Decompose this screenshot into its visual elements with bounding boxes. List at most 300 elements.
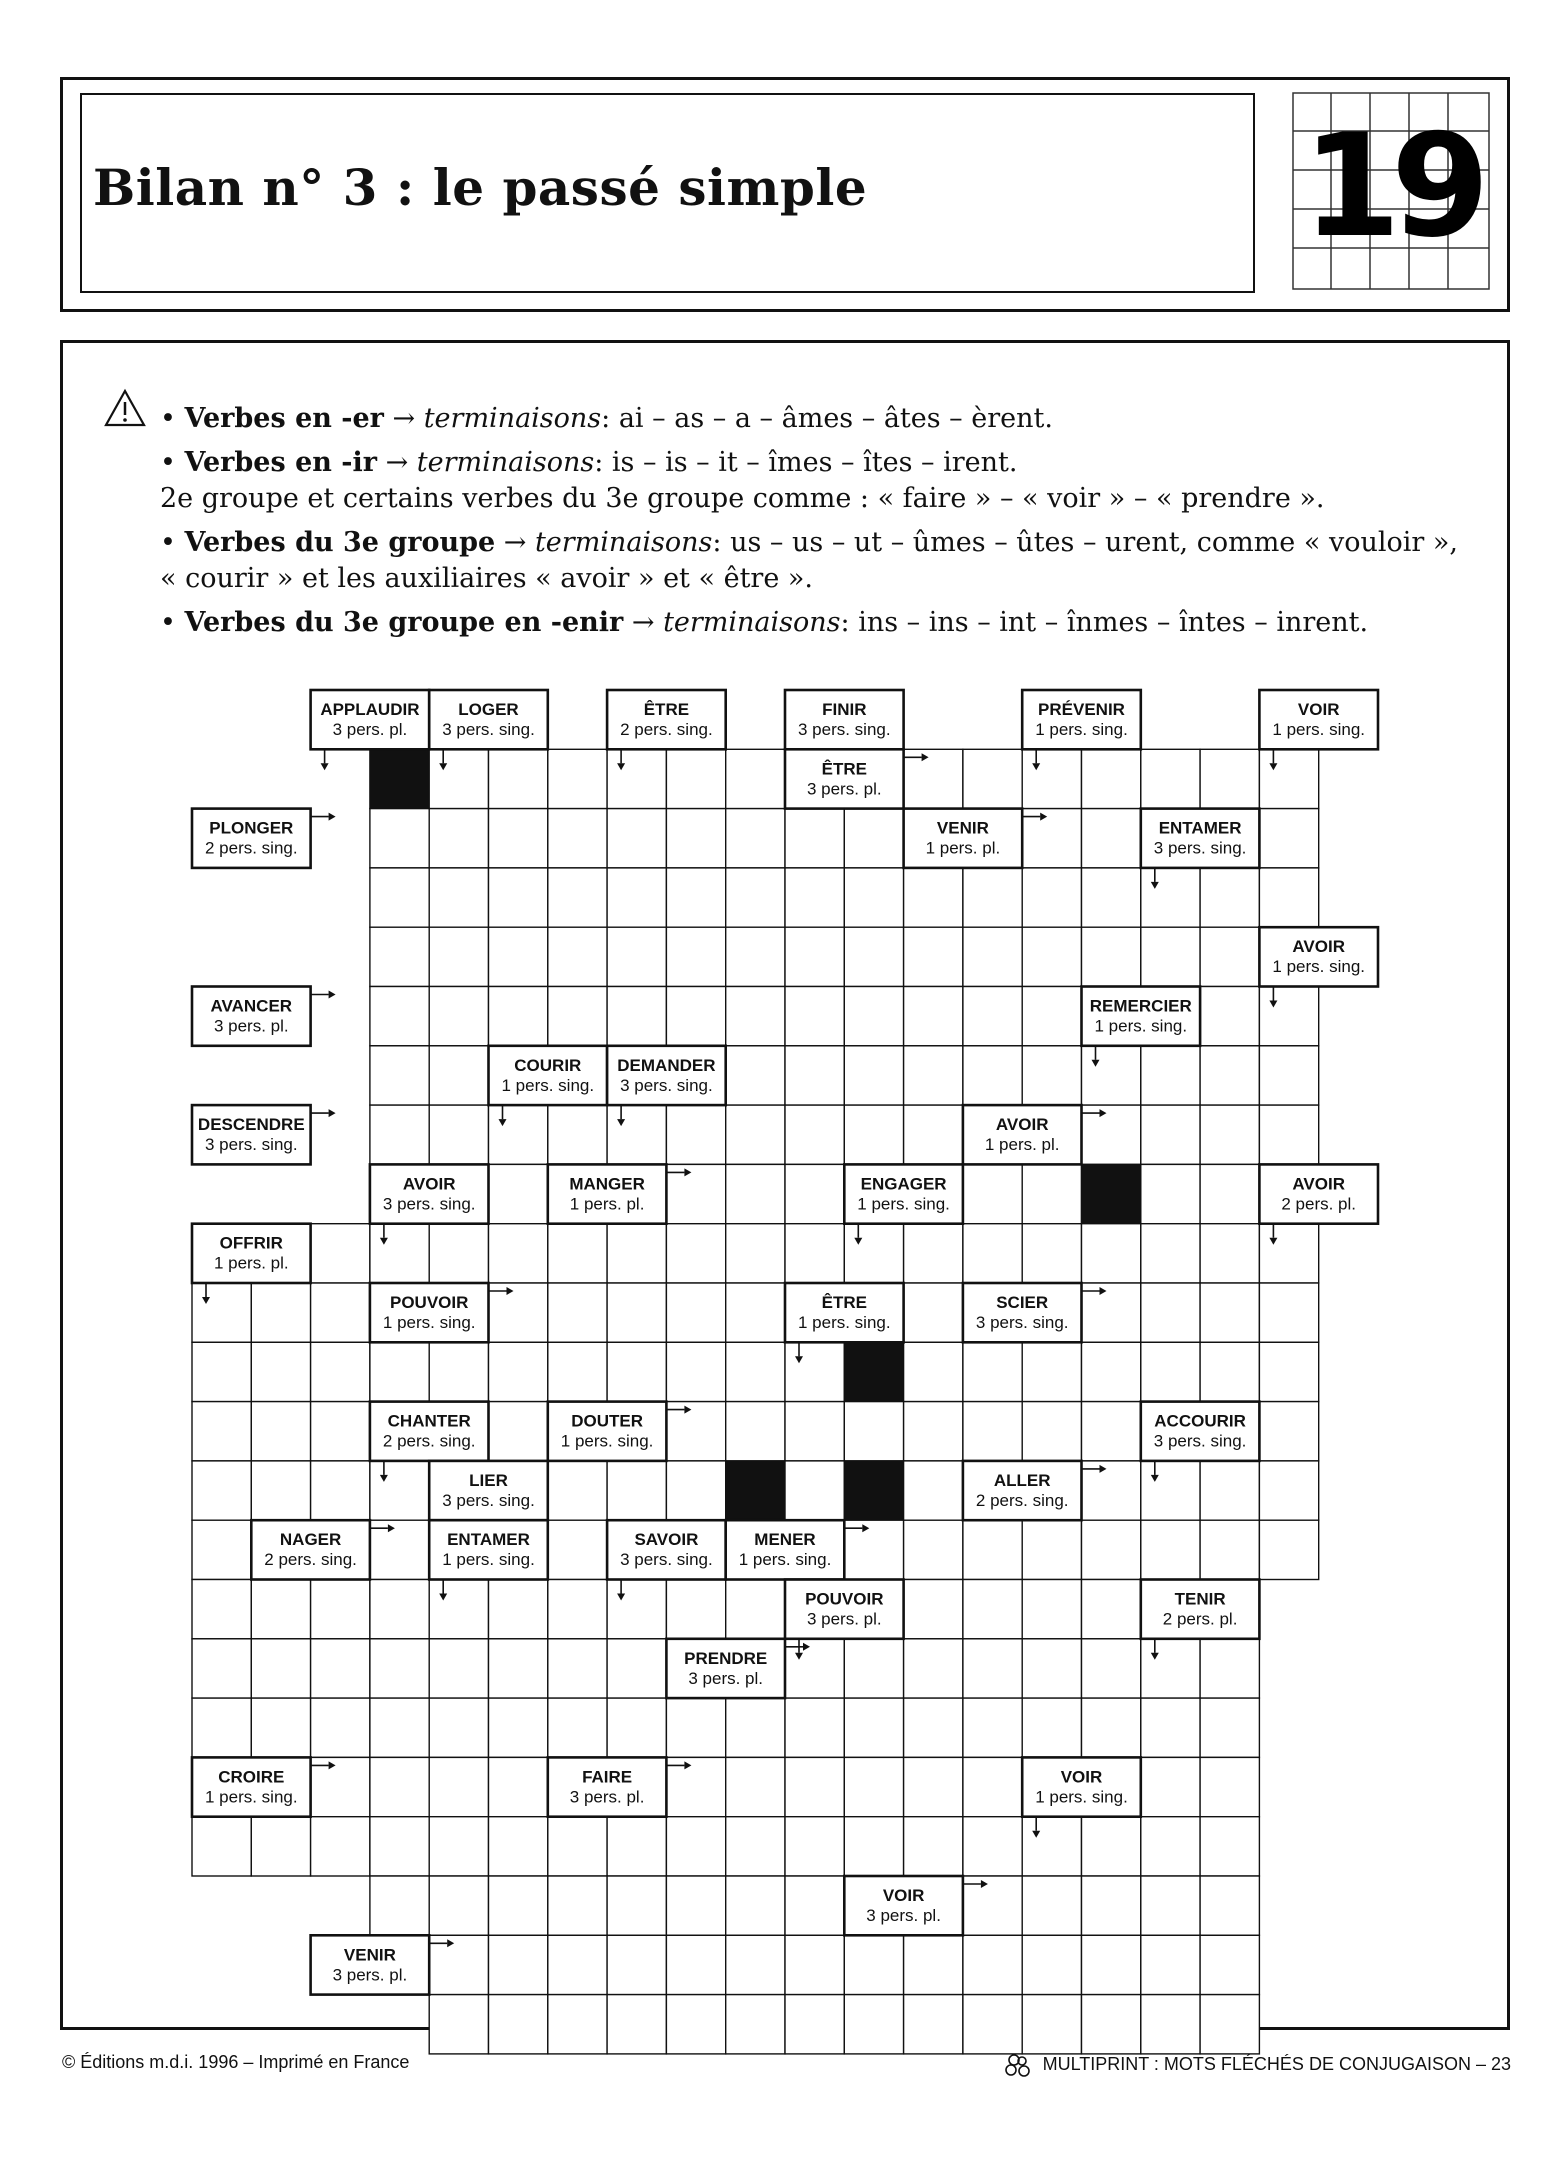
grid-cell[interactable] — [489, 1935, 548, 1994]
grid-cell[interactable] — [311, 1639, 370, 1698]
grid-cell[interactable] — [726, 1935, 785, 1994]
grid-cell[interactable] — [726, 1342, 785, 1401]
grid-cell[interactable] — [311, 1698, 370, 1757]
grid-cell[interactable] — [904, 1935, 963, 1994]
grid-cell[interactable] — [370, 868, 429, 927]
grid-cell[interactable] — [1022, 868, 1081, 927]
grid-cell[interactable] — [904, 1046, 963, 1105]
grid-cell[interactable] — [1082, 1283, 1141, 1342]
grid-cell[interactable] — [1022, 749, 1081, 808]
grid-cell[interactable] — [370, 1757, 429, 1816]
grid-cell[interactable] — [489, 987, 548, 1046]
grid-cell[interactable] — [904, 987, 963, 1046]
grid-cell[interactable] — [548, 749, 607, 808]
grid-cell[interactable] — [666, 1935, 725, 1994]
grid-cell[interactable] — [666, 1580, 725, 1639]
grid-cell[interactable] — [489, 1698, 548, 1757]
grid-cell[interactable] — [607, 749, 666, 808]
grid-cell[interactable] — [607, 809, 666, 868]
grid-cell[interactable] — [666, 1817, 725, 1876]
grid-cell[interactable] — [904, 1105, 963, 1164]
grid-cell[interactable] — [1200, 927, 1259, 986]
grid-cell[interactable] — [489, 1224, 548, 1283]
grid-cell[interactable] — [1141, 1461, 1200, 1520]
grid-cell[interactable] — [251, 1817, 310, 1876]
grid-cell[interactable] — [311, 1757, 370, 1816]
grid-cell[interactable] — [192, 1461, 251, 1520]
grid-cell[interactable] — [311, 1283, 370, 1342]
grid-cell[interactable] — [429, 1580, 488, 1639]
grid-cell[interactable] — [1200, 1639, 1259, 1698]
grid-cell[interactable] — [1082, 1876, 1141, 1935]
grid-cell[interactable] — [1200, 1342, 1259, 1401]
grid-cell[interactable] — [904, 1283, 963, 1342]
grid-cell[interactable] — [844, 1639, 903, 1698]
grid-cell[interactable] — [1022, 927, 1081, 986]
grid-cell[interactable] — [904, 1402, 963, 1461]
grid-cell[interactable] — [1200, 1105, 1259, 1164]
grid-cell[interactable] — [1200, 1461, 1259, 1520]
grid-cell[interactable] — [785, 1342, 844, 1401]
grid-cell[interactable] — [489, 1283, 548, 1342]
grid-cell[interactable] — [607, 1698, 666, 1757]
grid-cell[interactable] — [726, 1224, 785, 1283]
grid-cell[interactable] — [489, 927, 548, 986]
grid-cell[interactable] — [1082, 1105, 1141, 1164]
grid-cell[interactable] — [726, 1402, 785, 1461]
grid-cell[interactable] — [1200, 749, 1259, 808]
grid-cell[interactable] — [311, 1402, 370, 1461]
grid-cell[interactable] — [548, 1817, 607, 1876]
grid-cell[interactable] — [489, 1164, 548, 1223]
grid-cell[interactable] — [1082, 1817, 1141, 1876]
grid-cell[interactable] — [963, 1520, 1022, 1579]
grid-cell[interactable] — [1022, 1639, 1081, 1698]
grid-cell[interactable] — [785, 1046, 844, 1105]
grid-cell[interactable] — [548, 987, 607, 1046]
grid-cell[interactable] — [429, 1876, 488, 1935]
grid-cell[interactable] — [1082, 1580, 1141, 1639]
grid-cell[interactable] — [904, 1520, 963, 1579]
grid-cell[interactable] — [1141, 1757, 1200, 1816]
grid-cell[interactable] — [1200, 1935, 1259, 1994]
grid-cell[interactable] — [666, 809, 725, 868]
grid-cell[interactable] — [311, 1461, 370, 1520]
grid-cell[interactable] — [1141, 1283, 1200, 1342]
grid-cell[interactable] — [963, 1639, 1022, 1698]
grid-cell[interactable] — [1082, 1046, 1141, 1105]
grid-cell[interactable] — [785, 1402, 844, 1461]
grid-cell[interactable] — [726, 1105, 785, 1164]
grid-cell[interactable] — [1200, 1224, 1259, 1283]
grid-cell[interactable] — [489, 1580, 548, 1639]
grid-cell[interactable] — [1022, 1520, 1081, 1579]
grid-cell[interactable] — [1200, 1283, 1259, 1342]
grid-cell[interactable] — [904, 749, 963, 808]
grid-cell[interactable] — [726, 1995, 785, 2054]
grid-cell[interactable] — [548, 927, 607, 986]
grid-cell[interactable] — [726, 1698, 785, 1757]
grid-cell[interactable] — [963, 868, 1022, 927]
grid-cell[interactable] — [251, 1580, 310, 1639]
grid-cell[interactable] — [548, 1105, 607, 1164]
grid-cell[interactable] — [548, 1995, 607, 2054]
grid-cell[interactable] — [726, 749, 785, 808]
grid-cell[interactable] — [607, 1461, 666, 1520]
grid-cell[interactable] — [607, 987, 666, 1046]
grid-cell[interactable] — [785, 1164, 844, 1223]
grid-cell[interactable] — [963, 1935, 1022, 1994]
grid-cell[interactable] — [1082, 1342, 1141, 1401]
grid-cell[interactable] — [726, 1046, 785, 1105]
grid-cell[interactable] — [429, 868, 488, 927]
grid-cell[interactable] — [1141, 1105, 1200, 1164]
grid-cell[interactable] — [489, 749, 548, 808]
grid-cell[interactable] — [1082, 1461, 1141, 1520]
grid-cell[interactable] — [1082, 868, 1141, 927]
grid-cell[interactable] — [666, 987, 725, 1046]
grid-cell[interactable] — [1082, 927, 1141, 986]
grid-cell[interactable] — [607, 1639, 666, 1698]
grid-cell[interactable] — [370, 1461, 429, 1520]
grid-cell[interactable] — [963, 1995, 1022, 2054]
grid-cell[interactable] — [607, 1283, 666, 1342]
grid-cell[interactable] — [963, 1164, 1022, 1223]
grid-cell[interactable] — [251, 1461, 310, 1520]
grid-cell[interactable] — [548, 1698, 607, 1757]
grid-cell[interactable] — [1141, 1342, 1200, 1401]
grid-cell[interactable] — [1022, 1698, 1081, 1757]
grid-cell[interactable] — [844, 1105, 903, 1164]
grid-cell[interactable] — [548, 809, 607, 868]
grid-cell[interactable] — [666, 1342, 725, 1401]
grid-cell[interactable] — [666, 1164, 725, 1223]
grid-cell[interactable] — [1141, 1046, 1200, 1105]
grid-cell[interactable] — [666, 1402, 725, 1461]
grid-cell[interactable] — [251, 1283, 310, 1342]
grid-cell[interactable] — [548, 1342, 607, 1401]
grid-cell[interactable] — [489, 1342, 548, 1401]
grid-cell[interactable] — [607, 1105, 666, 1164]
grid-cell[interactable] — [844, 927, 903, 986]
grid-cell[interactable] — [1259, 749, 1318, 808]
grid-cell[interactable] — [1259, 1461, 1318, 1520]
grid-cell[interactable] — [785, 1105, 844, 1164]
grid-cell[interactable] — [1259, 1105, 1318, 1164]
grid-cell[interactable] — [311, 1342, 370, 1401]
grid-cell[interactable] — [251, 1698, 310, 1757]
grid-cell[interactable] — [963, 749, 1022, 808]
grid-cell[interactable] — [666, 1283, 725, 1342]
grid-cell[interactable] — [666, 1224, 725, 1283]
grid-cell[interactable] — [548, 868, 607, 927]
grid-cell[interactable] — [1141, 1876, 1200, 1935]
grid-cell[interactable] — [607, 1580, 666, 1639]
grid-cell[interactable] — [904, 1224, 963, 1283]
grid-cell[interactable] — [548, 1224, 607, 1283]
grid-cell[interactable] — [1082, 1402, 1141, 1461]
grid-cell[interactable] — [1200, 868, 1259, 927]
grid-cell[interactable] — [370, 1046, 429, 1105]
grid-cell[interactable] — [1259, 1402, 1318, 1461]
grid-cell[interactable] — [429, 1342, 488, 1401]
grid-cell[interactable] — [1259, 868, 1318, 927]
grid-cell[interactable] — [192, 1639, 251, 1698]
grid-cell[interactable] — [726, 1580, 785, 1639]
grid-cell[interactable] — [844, 1935, 903, 1994]
grid-cell[interactable] — [1200, 987, 1259, 1046]
grid-cell[interactable] — [1200, 1995, 1259, 2054]
grid-cell[interactable] — [1141, 1935, 1200, 1994]
grid-cell[interactable] — [844, 987, 903, 1046]
grid-cell[interactable] — [963, 927, 1022, 986]
grid-cell[interactable] — [844, 1224, 903, 1283]
grid-cell[interactable] — [963, 1817, 1022, 1876]
grid-cell[interactable] — [429, 1935, 488, 1994]
grid-cell[interactable] — [904, 1342, 963, 1401]
grid-cell[interactable] — [904, 1698, 963, 1757]
grid-cell[interactable] — [429, 1046, 488, 1105]
grid-cell[interactable] — [489, 1639, 548, 1698]
grid-cell[interactable] — [548, 1580, 607, 1639]
grid-cell[interactable] — [548, 1876, 607, 1935]
grid-cell[interactable] — [429, 1224, 488, 1283]
grid-cell[interactable] — [192, 1698, 251, 1757]
grid-cell[interactable] — [607, 927, 666, 986]
grid-cell[interactable] — [489, 1402, 548, 1461]
grid-cell[interactable] — [489, 1876, 548, 1935]
grid-cell[interactable] — [726, 1876, 785, 1935]
grid-cell[interactable] — [844, 1520, 903, 1579]
grid-cell[interactable] — [785, 1757, 844, 1816]
grid-cell[interactable] — [192, 1342, 251, 1401]
grid-cell[interactable] — [904, 1639, 963, 1698]
grid-cell[interactable] — [963, 1580, 1022, 1639]
grid-cell[interactable] — [192, 1520, 251, 1579]
grid-cell[interactable] — [904, 927, 963, 986]
grid-cell[interactable] — [370, 809, 429, 868]
grid-cell[interactable] — [844, 809, 903, 868]
grid-cell[interactable] — [844, 1995, 903, 2054]
grid-cell[interactable] — [370, 1520, 429, 1579]
grid-cell[interactable] — [370, 1698, 429, 1757]
grid-cell[interactable] — [607, 1995, 666, 2054]
grid-cell[interactable] — [963, 1224, 1022, 1283]
grid-cell[interactable] — [429, 987, 488, 1046]
grid-cell[interactable] — [251, 1402, 310, 1461]
grid-cell[interactable] — [607, 1935, 666, 1994]
grid-cell[interactable] — [726, 1164, 785, 1223]
grid-cell[interactable] — [963, 1698, 1022, 1757]
grid-cell[interactable] — [1022, 1935, 1081, 1994]
grid-cell[interactable] — [963, 987, 1022, 1046]
grid-cell[interactable] — [1082, 1995, 1141, 2054]
grid-cell[interactable] — [1022, 1224, 1081, 1283]
grid-cell[interactable] — [1259, 1224, 1318, 1283]
grid-cell[interactable] — [1200, 1698, 1259, 1757]
grid-cell[interactable] — [844, 1046, 903, 1105]
grid-cell[interactable] — [548, 1935, 607, 1994]
grid-cell[interactable] — [311, 1224, 370, 1283]
grid-cell[interactable] — [489, 868, 548, 927]
grid-cell[interactable] — [963, 1876, 1022, 1935]
grid-cell[interactable] — [904, 868, 963, 927]
grid-cell[interactable] — [1141, 1520, 1200, 1579]
grid-cell[interactable] — [311, 1580, 370, 1639]
grid-cell[interactable] — [1200, 1817, 1259, 1876]
grid-cell[interactable] — [844, 868, 903, 927]
grid-cell[interactable] — [311, 1817, 370, 1876]
grid-cell[interactable] — [370, 1817, 429, 1876]
grid-cell[interactable] — [607, 1876, 666, 1935]
grid-cell[interactable] — [251, 1342, 310, 1401]
grid-cell[interactable] — [1022, 1995, 1081, 2054]
grid-cell[interactable] — [726, 987, 785, 1046]
grid-cell[interactable] — [489, 1995, 548, 2054]
grid-cell[interactable] — [904, 1757, 963, 1816]
grid-cell[interactable] — [429, 1995, 488, 2054]
grid-cell[interactable] — [370, 987, 429, 1046]
grid-cell[interactable] — [785, 868, 844, 927]
grid-cell[interactable] — [1141, 1224, 1200, 1283]
grid-cell[interactable] — [1259, 1342, 1318, 1401]
grid-cell[interactable] — [489, 1757, 548, 1816]
grid-cell[interactable] — [370, 1580, 429, 1639]
grid-cell[interactable] — [666, 927, 725, 986]
grid-cell[interactable] — [844, 1817, 903, 1876]
grid-cell[interactable] — [666, 1698, 725, 1757]
grid-cell[interactable] — [1200, 1757, 1259, 1816]
grid-cell[interactable] — [785, 1817, 844, 1876]
grid-cell[interactable] — [607, 1224, 666, 1283]
grid-cell[interactable] — [192, 1283, 251, 1342]
grid-cell[interactable] — [963, 1342, 1022, 1401]
grid-cell[interactable] — [192, 1580, 251, 1639]
grid-cell[interactable] — [429, 1639, 488, 1698]
grid-cell[interactable] — [489, 1817, 548, 1876]
grid-cell[interactable] — [370, 1342, 429, 1401]
grid-cell[interactable] — [370, 927, 429, 986]
grid-cell[interactable] — [666, 1876, 725, 1935]
grid-cell[interactable] — [1082, 1224, 1141, 1283]
grid-cell[interactable] — [1082, 809, 1141, 868]
grid-cell[interactable] — [1022, 1046, 1081, 1105]
grid-cell[interactable] — [904, 1995, 963, 2054]
grid-cell[interactable] — [1141, 749, 1200, 808]
grid-cell[interactable] — [666, 749, 725, 808]
grid-cell[interactable] — [607, 868, 666, 927]
grid-cell[interactable] — [1141, 1698, 1200, 1757]
grid-cell[interactable] — [963, 1757, 1022, 1816]
grid-cell[interactable] — [1022, 1402, 1081, 1461]
grid-cell[interactable] — [1141, 868, 1200, 927]
grid-cell[interactable] — [785, 987, 844, 1046]
grid-cell[interactable] — [1022, 1342, 1081, 1401]
grid-cell[interactable] — [1082, 749, 1141, 808]
grid-cell[interactable] — [785, 1461, 844, 1520]
grid-cell[interactable] — [489, 809, 548, 868]
grid-cell[interactable] — [192, 1402, 251, 1461]
grid-cell[interactable] — [370, 1876, 429, 1935]
grid-cell[interactable] — [1200, 1520, 1259, 1579]
grid-cell[interactable] — [785, 1935, 844, 1994]
grid-cell[interactable] — [429, 1817, 488, 1876]
grid-cell[interactable] — [785, 1876, 844, 1935]
grid-cell[interactable] — [726, 1283, 785, 1342]
grid-cell[interactable] — [1082, 1698, 1141, 1757]
grid-cell[interactable] — [844, 1698, 903, 1757]
grid-cell[interactable] — [607, 1342, 666, 1401]
grid-cell[interactable] — [963, 1402, 1022, 1461]
grid-cell[interactable] — [904, 1817, 963, 1876]
grid-cell[interactable] — [1022, 1580, 1081, 1639]
grid-cell[interactable] — [1200, 1164, 1259, 1223]
grid-cell[interactable] — [1022, 1164, 1081, 1223]
grid-cell[interactable] — [904, 1580, 963, 1639]
grid-cell[interactable] — [1082, 1935, 1141, 1994]
grid-cell[interactable] — [1022, 987, 1081, 1046]
grid-cell[interactable] — [1200, 1876, 1259, 1935]
grid-cell[interactable] — [726, 809, 785, 868]
grid-cell[interactable] — [1082, 1520, 1141, 1579]
grid-cell[interactable] — [607, 1817, 666, 1876]
grid-cell[interactable] — [726, 1817, 785, 1876]
grid-cell[interactable] — [666, 868, 725, 927]
grid-cell[interactable] — [666, 1995, 725, 2054]
grid-cell[interactable] — [785, 1698, 844, 1757]
grid-cell[interactable] — [666, 1757, 725, 1816]
grid-cell[interactable] — [429, 1105, 488, 1164]
grid-cell[interactable] — [370, 1224, 429, 1283]
grid-cell[interactable] — [785, 1639, 844, 1698]
grid-cell[interactable] — [429, 1757, 488, 1816]
grid-cell[interactable] — [1022, 1876, 1081, 1935]
grid-cell[interactable] — [1141, 1164, 1200, 1223]
grid-cell[interactable] — [548, 1639, 607, 1698]
grid-cell[interactable] — [1141, 1817, 1200, 1876]
grid-cell[interactable] — [370, 1639, 429, 1698]
grid-cell[interactable] — [370, 1105, 429, 1164]
grid-cell[interactable] — [251, 1639, 310, 1698]
grid-cell[interactable] — [1141, 1639, 1200, 1698]
grid-cell[interactable] — [844, 1402, 903, 1461]
grid-cell[interactable] — [1022, 1817, 1081, 1876]
grid-cell[interactable] — [1141, 927, 1200, 986]
grid-cell[interactable] — [1141, 1995, 1200, 2054]
grid-cell[interactable] — [1022, 809, 1081, 868]
grid-cell[interactable] — [726, 927, 785, 986]
grid-cell[interactable] — [785, 1224, 844, 1283]
grid-cell[interactable] — [904, 1461, 963, 1520]
grid-cell[interactable] — [429, 809, 488, 868]
grid-cell[interactable] — [785, 1995, 844, 2054]
grid-cell[interactable] — [963, 1046, 1022, 1105]
grid-cell[interactable] — [489, 1105, 548, 1164]
grid-cell[interactable] — [548, 1461, 607, 1520]
grid-cell[interactable] — [726, 1757, 785, 1816]
grid-cell[interactable] — [666, 1461, 725, 1520]
grid-cell[interactable] — [726, 868, 785, 927]
grid-cell[interactable] — [785, 927, 844, 986]
grid-cell[interactable] — [548, 1520, 607, 1579]
grid-cell[interactable] — [1259, 987, 1318, 1046]
grid-cell[interactable] — [429, 749, 488, 808]
grid-cell[interactable] — [1200, 1046, 1259, 1105]
grid-cell[interactable] — [548, 1283, 607, 1342]
grid-cell[interactable] — [1259, 1283, 1318, 1342]
grid-cell[interactable] — [1259, 809, 1318, 868]
grid-cell[interactable] — [192, 1817, 251, 1876]
